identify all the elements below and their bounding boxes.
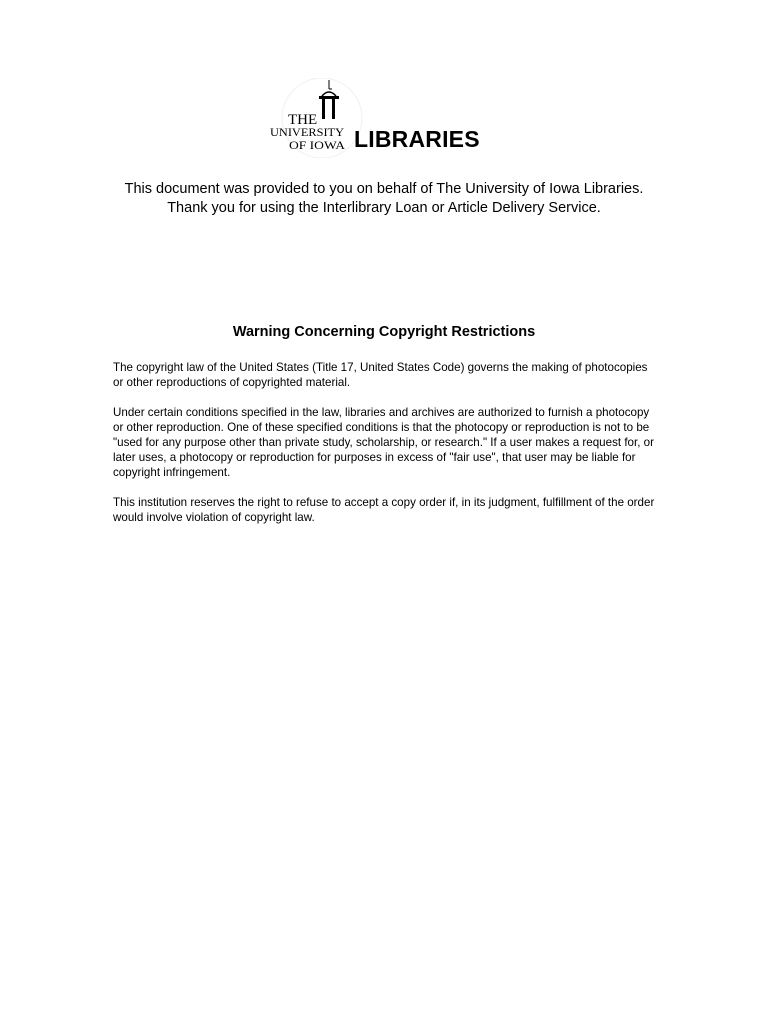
logo-text-libraries: LIBRARIES (354, 126, 480, 152)
copyright-warning-title: Warning Concerning Copyright Restrictions (232, 324, 536, 340)
intro-line-thank-you: Thank you for using the Interlibrary Loan or Article Delivery Service. (167, 200, 601, 216)
logo-text-university: UNIVERSITY (270, 127, 345, 139)
logo-text-the: THE (288, 112, 318, 128)
copyright-paragraph: The copyright law of the United States (Title 17, United States Code) governs the making of photocopies or other reproductions of copyrighted material. (113, 361, 648, 389)
intro-message (0, 180, 768, 218)
logo-text-of-iowa: OF IOWA (289, 138, 346, 152)
copyright-paragraph: Under certain conditions specified in the law, libraries and archives are authorized to furnish a photocopy or other reproduction. One of these specified conditions is that the photocopy or reproduction is not to be "used for any purpose other than private study, scholarship, or research." If a user makes a request for, or later uses, a photocopy or reproduction for purposes in excess of "fair use", that user may be liable for copyright infringement. (113, 406, 654, 479)
copyright-notice-body (113, 360, 658, 540)
university-of-iowa-libraries-logo (270, 78, 510, 158)
intro-line-provided: This document was provided to you on behalf of The University of Iowa Libraries. (124, 181, 644, 197)
copyright-paragraph: This institution reserves the right to refuse to accept a copy order if, in its judgment, fulfillment of the order would involve violation of copyright law. (113, 496, 655, 524)
